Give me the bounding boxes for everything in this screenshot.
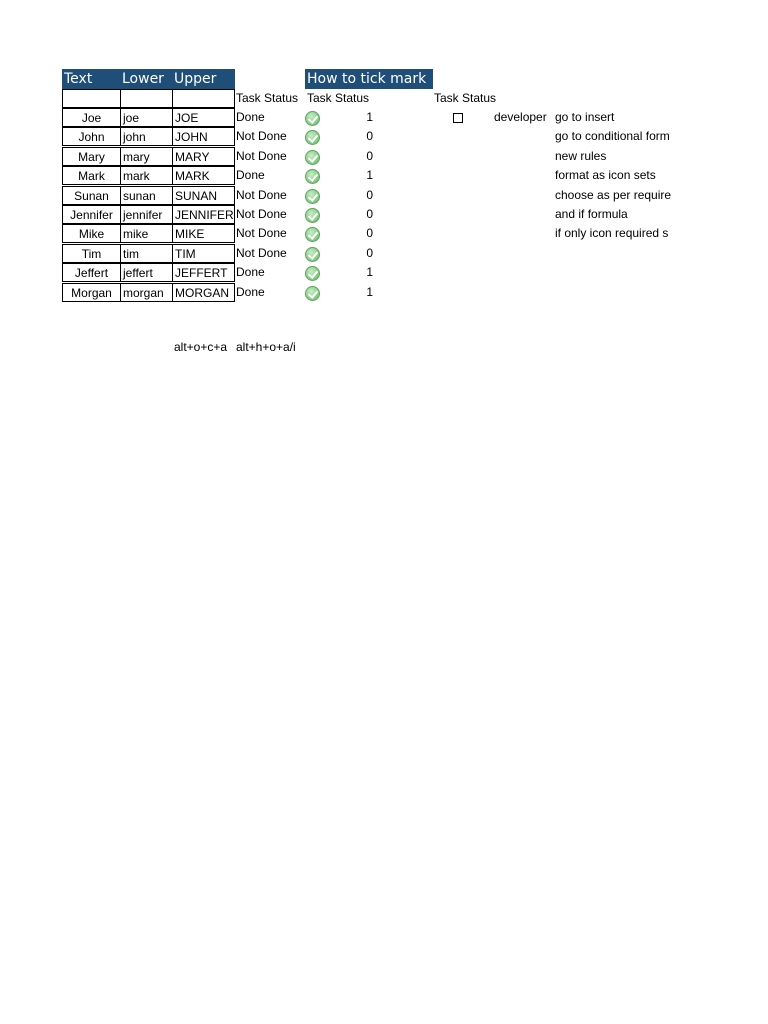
row-lower: tim [120, 244, 173, 263]
row-upper: JENNIFER [172, 205, 235, 224]
row-value: 0 [366, 226, 373, 240]
row-upper: MARK [172, 166, 235, 185]
row-value: 1 [366, 265, 373, 279]
green-check-circle-icon [305, 227, 320, 242]
instruction-step: if only icon required s [555, 226, 669, 240]
row-status: Not Done [236, 149, 287, 163]
row-status: Not Done [236, 129, 287, 143]
green-check-circle-icon [305, 150, 320, 165]
green-check-circle-icon [305, 208, 320, 223]
header-how-to-tick-mark: How to tick mark [305, 69, 433, 89]
row-lower: jennifer [120, 205, 173, 224]
header-text: Text [62, 69, 121, 89]
task-status-label-2: Task Status [307, 91, 370, 105]
instruction-step: go to insert [555, 110, 615, 124]
row-text: Sunan [62, 186, 121, 205]
row-value: 1 [366, 285, 373, 299]
row-value: 0 [366, 207, 373, 221]
row-value: 0 [366, 129, 373, 143]
row-upper: JEFFERT [172, 263, 235, 282]
row-status: Done [236, 265, 265, 279]
row-text: Mike [62, 224, 121, 243]
row-lower: john [120, 127, 173, 146]
row-value: 1 [366, 168, 373, 182]
header-upper: Upper [172, 69, 235, 89]
row-upper: SUNAN [172, 186, 235, 205]
row-status: Not Done [236, 226, 287, 240]
row-upper: MORGAN [172, 283, 235, 302]
green-check-circle-icon [305, 169, 320, 184]
row-upper: TIM [172, 244, 235, 263]
row-value: 0 [366, 188, 373, 202]
row-value: 1 [366, 110, 373, 124]
blank-cell-upper [172, 89, 235, 108]
row-status: Not Done [236, 188, 287, 202]
row-text: Mary [62, 147, 121, 166]
header-lower: Lower [120, 69, 173, 89]
row-text: Tim [62, 244, 121, 263]
row-status: Not Done [236, 246, 287, 260]
row-lower: jeffert [120, 263, 173, 282]
row-upper: MIKE [172, 224, 235, 243]
row-lower: mary [120, 147, 173, 166]
row-upper: JOHN [172, 127, 235, 146]
row-text: Jeffert [62, 263, 121, 282]
instruction-step: go to conditional form [555, 129, 670, 143]
green-check-circle-icon [305, 266, 320, 281]
blank-cell-text [62, 89, 121, 108]
task-status-label-1: Task Status [236, 91, 299, 105]
shortcut-first: alt+o+c+a [174, 340, 228, 354]
instruction-step: new rules [555, 149, 607, 163]
task-status-label-3: Task Status [434, 91, 497, 105]
green-check-circle-icon [305, 130, 320, 145]
row-text: Mark [62, 166, 121, 185]
row-value: 0 [366, 246, 373, 260]
instruction-step: format as icon sets [555, 168, 656, 182]
row-lower: joe [120, 108, 173, 127]
green-check-circle-icon [305, 189, 320, 204]
row-status: Done [236, 110, 265, 124]
green-check-circle-icon [305, 247, 320, 262]
row-lower: mike [120, 224, 173, 243]
row-lower: sunan [120, 186, 173, 205]
row-upper: MARY [172, 147, 235, 166]
row-value: 0 [366, 149, 373, 163]
row-lower: morgan [120, 283, 173, 302]
row-lower: mark [120, 166, 173, 185]
green-check-circle-icon [305, 286, 320, 301]
green-check-circle-icon [305, 111, 320, 126]
row-status: Not Done [236, 207, 287, 221]
row-text: Jennifer [62, 205, 121, 224]
row-text: John [62, 127, 121, 146]
checkbox-icon[interactable] [453, 113, 463, 123]
row-status: Done [236, 168, 265, 182]
shortcut-second: alt+h+o+a/i [236, 340, 296, 354]
row-text: Joe [62, 108, 121, 127]
instruction-step: choose as per require [555, 188, 672, 202]
row-status: Done [236, 285, 265, 299]
developer-label: developer [494, 110, 547, 124]
row-text: Morgan [62, 283, 121, 302]
row-upper: JOE [172, 108, 235, 127]
blank-cell-lower [120, 89, 173, 108]
instruction-step: and if formula [555, 207, 628, 221]
